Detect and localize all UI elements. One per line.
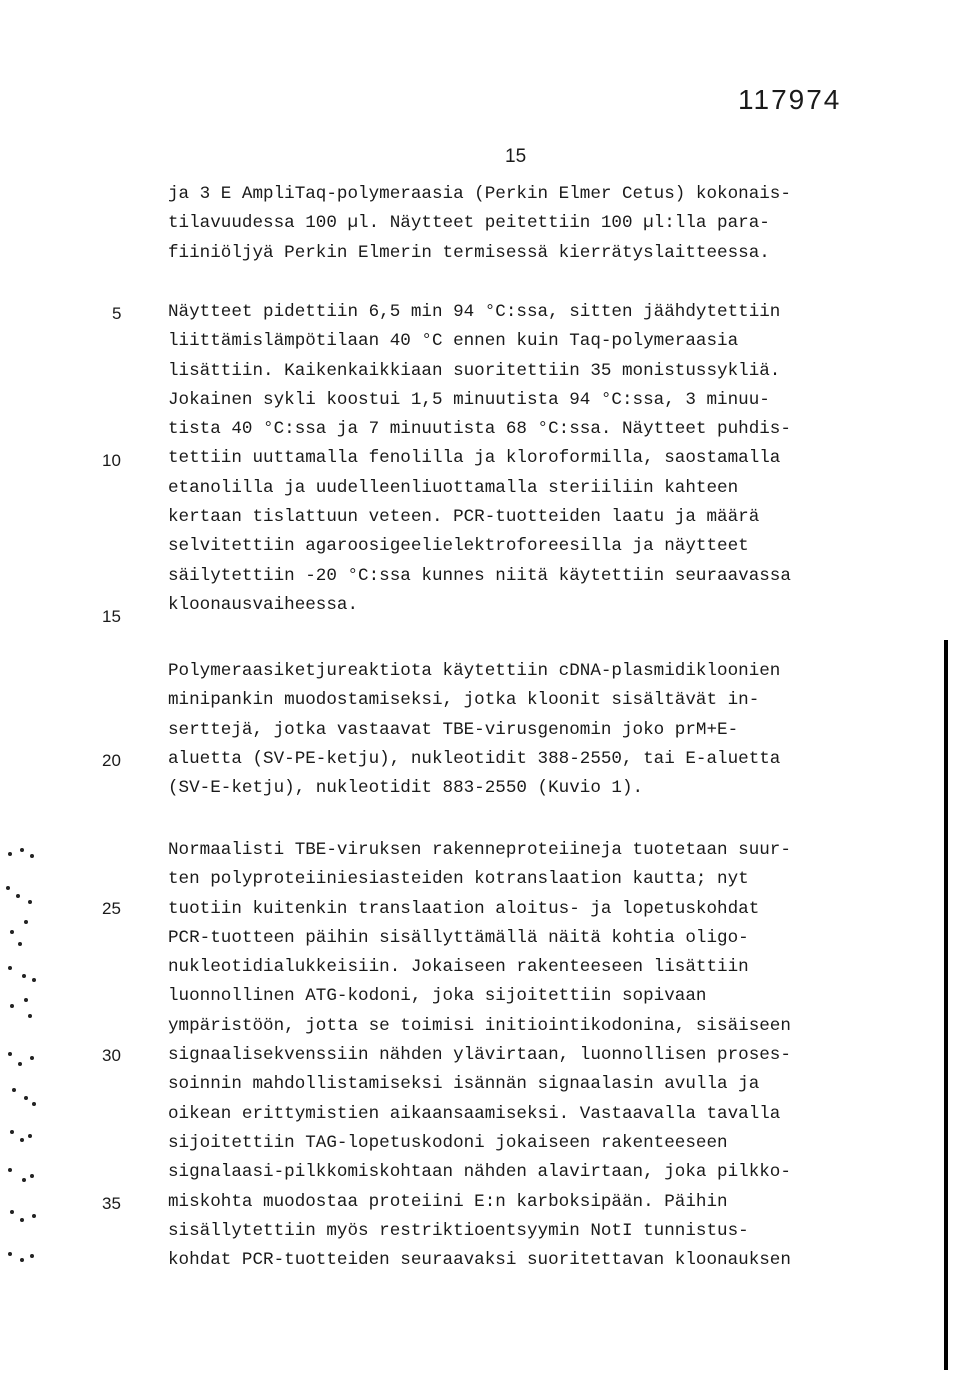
line-number: 20	[102, 751, 121, 770]
text-line: Jokainen sykli koostui 1,5 minuutista 94 °C:ssa, 3 minuu-	[168, 389, 770, 410]
text-line: aluetta (SV-PE-ketju), nukleotidit 388-2550, tai E-aluetta	[168, 748, 781, 769]
text-line: serttejä, jotka vastaavat TBE-virusgenomin joko prM+E-	[168, 719, 739, 740]
text-line: nukleotidialukkeisiin. Jokaiseen rakenteeseen lisättiin	[168, 957, 749, 978]
text-line: Polymeraasiketjureaktiota käytettiin cDNA-plasmidikloonien	[168, 661, 781, 681]
paragraph-2	[168, 298, 888, 620]
text-line: tuotiin kuitenkin translaation aloitus- ja lopetuskohdat	[168, 898, 760, 919]
text-line: Normaalisti TBE-viruksen rakenneproteiineja tuotetaan suur-	[168, 840, 791, 860]
text-line: luonnollinen ATG-kodoni, joka sijoitettiin sopivaan	[168, 986, 707, 1007]
text-line: soinnin mahdollistamiseksi isännän signaalasin avulla ja	[168, 1074, 760, 1095]
margin-dot-marks	[0, 840, 44, 1280]
text-line: oikean erittymistien aikaansaamiseksi. Vastaavalla tavalla	[168, 1103, 781, 1124]
text-line: (SV-E-ketju), nukleotidit 883-2550 (Kuvio 1).	[168, 778, 644, 799]
line-number: 30	[102, 1046, 121, 1065]
text-line: tilavuudessa 100 µl. Näytteet peitettiin 100 µl:lla para-	[168, 213, 770, 234]
text-line: sijoitettiin TAG-lopetuskodoni jokaiseen rakenteeseen	[168, 1132, 728, 1153]
text-line: tettiin uuttamalla fenolilla ja kloroformilla, saostamalla	[168, 448, 781, 469]
text-line: fiiniöljyä Perkin Elmerin termisessä kierrätyslaitteessa.	[168, 242, 770, 263]
text-line: ympäristöön, jotta se toimisi initiointikodonina, sisäiseen	[168, 1015, 791, 1036]
scan-edge-bar	[944, 640, 948, 1370]
text-line: lisättiin. Kaikenkaikkiaan suoritettiin 35 monistussykliä.	[168, 360, 781, 381]
text-line: tista 40 °C:ssa ja 7 minuutista 68 °C:ssa. Näytteet puhdis-	[168, 419, 791, 440]
document-number: 117974	[738, 84, 842, 115]
text-line: sisällytettiin myös restriktioentsyymin NotI tunnistus-	[168, 1220, 749, 1241]
text-line: signalaasi-pilkkomiskohtaan nähden alavirtaan, joka pilkko-	[168, 1162, 791, 1183]
text-line: signaalisekvenssiin nähden ylävirtaan, luonnollisen proses-	[168, 1045, 791, 1066]
text-line: kohdat PCR-tuotteiden seuraavaksi suoritettavan kloonauksen	[168, 1250, 791, 1271]
text-line: säilytettiin -20 °C:ssa kunnes niitä käytettiin seuraavassa	[168, 565, 791, 586]
page-number: 15	[505, 146, 527, 167]
text-line: ja 3 E AmpliTaq-polymeraasia (Perkin Elmer Cetus) kokonais-	[168, 184, 791, 204]
line-number: 5	[112, 304, 122, 323]
line-number: 10	[102, 451, 121, 470]
line-number: 35	[102, 1194, 121, 1213]
text-line: ten polyproteiiniesiasteiden kotranslaation kautta; nyt	[168, 869, 749, 890]
line-number: 15	[102, 607, 121, 626]
text-line: Näytteet pidettiin 6,5 min 94 °C:ssa, sitten jäähdytettiin	[168, 302, 781, 322]
text-line: kloonausvaiheessa.	[168, 594, 359, 615]
text-line: kertaan tislattuun veteen. PCR-tuotteiden laatu ja määrä	[168, 507, 760, 528]
paragraph-1	[168, 180, 888, 268]
text-line: PCR-tuotteen päihin sisällyttämällä näitä kohtia oligo-	[168, 927, 749, 948]
line-number: 25	[102, 899, 121, 918]
paragraph-3	[168, 657, 888, 803]
text-line: minipankin muodostamiseksi, jotka kloonit sisältävät in-	[168, 690, 760, 711]
text-line: miskohta muodostaa proteiini E:n karboksipään. Päihin	[168, 1191, 728, 1212]
text-line: liittämislämpötilaan 40 °C ennen kuin Taq-polymeraasia	[168, 331, 739, 352]
text-line: selvitettiin agaroosigeelielektroforeesilla ja näytteet	[168, 536, 749, 557]
paragraph-4	[168, 836, 888, 1275]
text-line: etanolilla ja uudelleenliuottamalla steriiliin kahteen	[168, 477, 739, 498]
